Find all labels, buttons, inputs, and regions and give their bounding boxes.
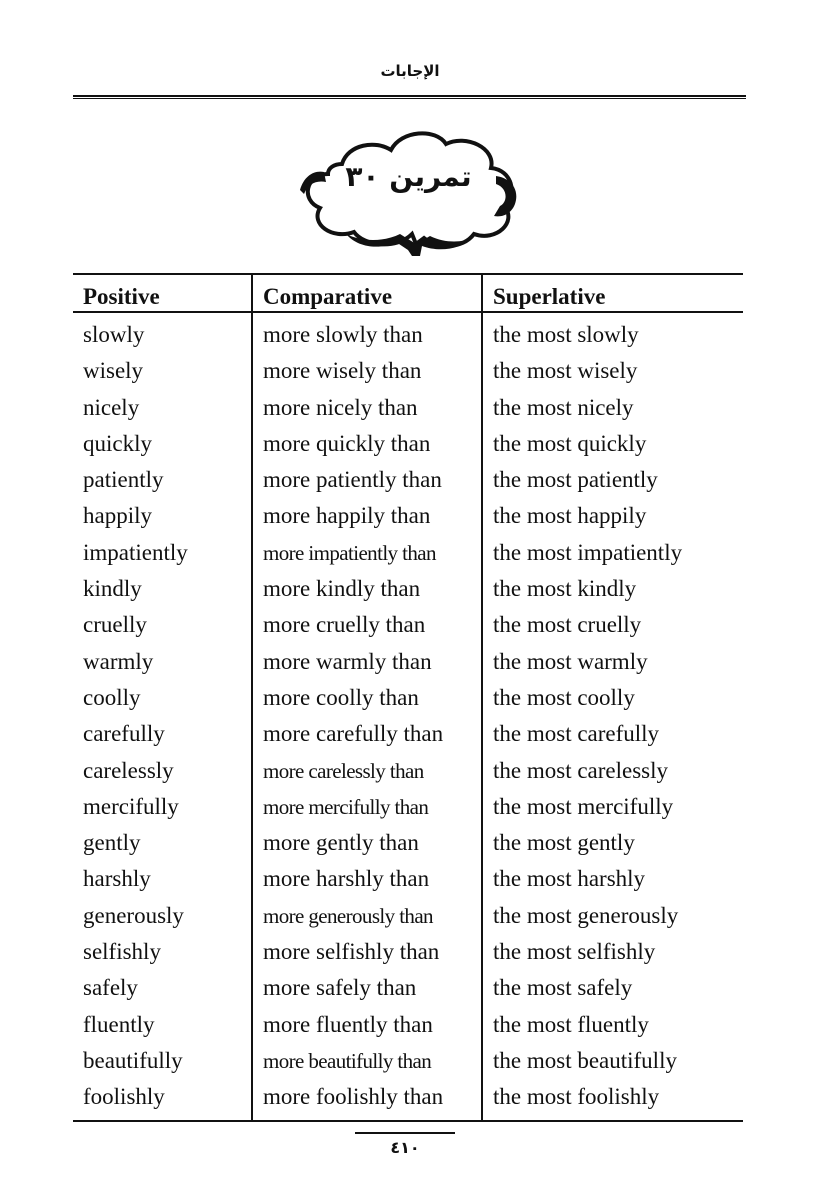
comparative-cell: more nicely than — [263, 394, 418, 420]
positive-cell: harshly — [83, 866, 151, 892]
positive-cell: safely — [83, 975, 138, 1001]
table-header-row — [73, 275, 743, 313]
positive-cell: generously — [83, 902, 184, 928]
comparative-cell: more carelessly than — [263, 758, 424, 783]
positive-cell: kindly — [83, 576, 142, 602]
comparative-cell: more cruelly than — [263, 612, 426, 638]
comparative-cell: more warmly than — [263, 648, 432, 674]
exercise-badge — [296, 126, 521, 256]
header-superlative: Superlative — [481, 275, 743, 311]
header-rule — [73, 95, 746, 99]
positive-cell: selfishly — [83, 939, 161, 965]
positive-cell: warmly — [83, 648, 154, 674]
positive-cell: fluently — [83, 1011, 155, 1037]
positive-cell: happily — [83, 503, 152, 529]
comparative-cell: more harshly than — [263, 866, 430, 892]
positive-cell: patiently — [83, 467, 164, 493]
comparative-cell: more foolishly than — [263, 1084, 444, 1110]
superlative-cell: the most safely — [493, 975, 633, 1001]
adverb-comparison-table — [73, 273, 743, 1122]
superlative-cell: the most happily — [493, 503, 647, 529]
positive-cell: coolly — [83, 684, 141, 710]
positive-cell: wisely — [83, 358, 144, 384]
superlative-cell: the most generously — [493, 902, 679, 928]
positive-cell: beautifully — [83, 1047, 183, 1073]
superlative-cell: the most foolishly — [493, 1084, 660, 1110]
superlative-cell: the most slowly — [493, 322, 639, 347]
header-comparative: Comparative — [251, 275, 481, 311]
positive-cell: nicely — [83, 394, 140, 420]
comparative-cell: more gently than — [263, 830, 419, 856]
positive-cell: slowly — [83, 322, 145, 347]
comparative-cell: more safely than — [263, 975, 417, 1001]
comparative-cell: more mercifully than — [263, 794, 429, 819]
positive-cell: carefully — [83, 721, 165, 747]
comparative-cell: more impatiently than — [263, 540, 436, 565]
positive-cell: gently — [83, 830, 141, 856]
superlative-cell: the most coolly — [493, 684, 635, 710]
superlative-cell: the most harshly — [493, 866, 646, 892]
comparative-cell: more fluently than — [263, 1011, 433, 1037]
positive-cell: impatiently — [83, 539, 188, 565]
comparative-cell: more wisely than — [263, 358, 422, 384]
superlative-cell: the most gently — [493, 830, 635, 856]
table-body — [73, 313, 743, 1120]
superlative-cell: the most kindly — [493, 576, 637, 602]
superlative-cell: the most warmly — [493, 648, 648, 674]
comparative-cell: more carefully than — [263, 721, 444, 747]
positive-column — [73, 313, 251, 1120]
page-number: ٤١٠ — [390, 1138, 420, 1157]
positive-cell: carelessly — [83, 757, 174, 783]
superlative-cell: the most carefully — [493, 721, 660, 747]
superlative-cell: the most cruelly — [493, 612, 642, 638]
superlative-column — [481, 313, 743, 1120]
comparative-column — [251, 313, 481, 1120]
superlative-cell: the most quickly — [493, 430, 647, 456]
superlative-cell: the most impatiently — [493, 539, 683, 565]
superlative-cell: the most patiently — [493, 467, 658, 493]
superlative-cell: the most beautifully — [493, 1047, 677, 1073]
superlative-cell: the most carelessly — [493, 757, 669, 783]
comparative-cell: more slowly than — [263, 322, 423, 347]
superlative-cell: the most selfishly — [493, 939, 656, 965]
positive-cell: cruelly — [83, 612, 147, 638]
comparative-cell: more happily than — [263, 503, 431, 529]
superlative-cell: the most wisely — [493, 358, 638, 384]
positive-cell: foolishly — [83, 1084, 165, 1110]
superlative-cell: the most fluently — [493, 1011, 649, 1037]
comparative-cell: more kindly than — [263, 576, 421, 602]
comparative-cell: more quickly than — [263, 430, 431, 456]
positive-cell: quickly — [83, 430, 152, 456]
running-header: الإجابات — [380, 62, 440, 80]
comparative-cell: more coolly than — [263, 684, 419, 710]
comparative-cell: more patiently than — [263, 467, 442, 493]
comparative-cell: more generously than — [263, 903, 433, 928]
positive-cell: mercifully — [83, 793, 179, 819]
superlative-cell: the most nicely — [493, 394, 634, 420]
superlative-cell: the most mercifully — [493, 793, 674, 819]
exercise-title: تمرين ٣٠ — [345, 160, 472, 193]
header-positive: Positive — [83, 284, 160, 309]
comparative-cell: more selfishly than — [263, 939, 440, 965]
comparative-cell: more beautifully than — [263, 1048, 432, 1073]
footer-rule — [355, 1132, 455, 1134]
